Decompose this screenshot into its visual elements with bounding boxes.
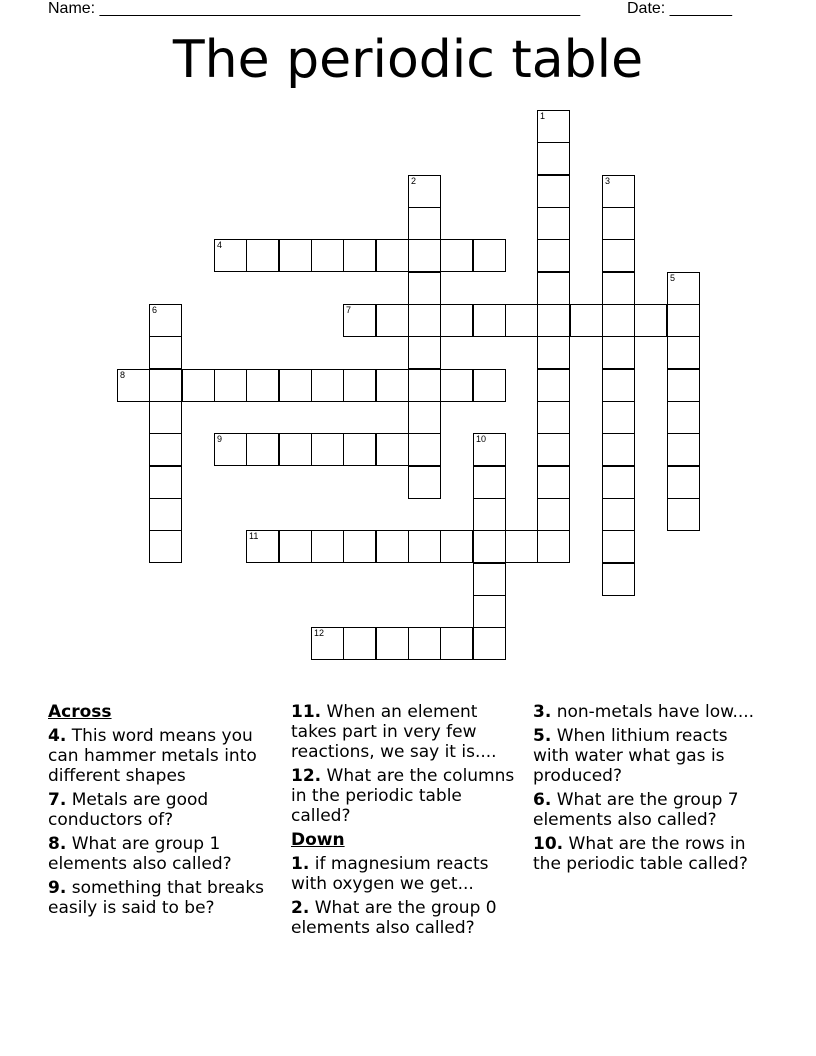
clue-down-1: 1. if magnesium reacts with oxygen we get... [291, 854, 489, 894]
clue-number: 9 [217, 434, 223, 444]
crossword-cell[interactable] [473, 433, 506, 466]
crossword-cell[interactable] [408, 530, 441, 563]
crossword-cell[interactable] [440, 369, 473, 402]
clue-column-1 [48, 702, 278, 922]
crossword-cell[interactable] [311, 369, 344, 402]
clue-number: 7 [346, 305, 352, 315]
clue-number: 1 [540, 111, 546, 121]
crossword-cell[interactable] [473, 369, 506, 402]
crossword-cell[interactable] [473, 627, 506, 660]
crossword-cell[interactable] [667, 336, 700, 369]
crossword-cell[interactable] [246, 433, 279, 466]
crossword-cell[interactable] [505, 530, 538, 563]
crossword-cell[interactable] [149, 466, 182, 499]
crossword-cell[interactable] [473, 530, 506, 563]
crossword-cell[interactable] [246, 239, 279, 272]
crossword-cell[interactable] [537, 433, 570, 466]
clue-across-8: 8. What are group 1 elements also called? [48, 834, 232, 874]
clue-across-9: 9. something that breaks easily is said to be? [48, 878, 265, 918]
crossword-cell[interactable] [182, 369, 215, 402]
crossword-cell[interactable] [376, 627, 409, 660]
crossword-cell[interactable] [473, 466, 506, 499]
crossword-cell[interactable] [408, 272, 441, 305]
crossword-cell[interactable] [343, 530, 376, 563]
crossword-cell[interactable] [667, 433, 700, 466]
down-heading: Down [291, 830, 345, 850]
clue-down-5: 5. When lithium reacts with water what gas is produced? [533, 726, 728, 786]
across-heading: Across [48, 702, 112, 722]
crossword-cell[interactable] [570, 304, 603, 337]
crossword-cell[interactable] [602, 336, 635, 369]
crossword-cell[interactable] [602, 175, 635, 208]
crossword-cell[interactable] [602, 433, 635, 466]
crossword-cell[interactable] [214, 239, 247, 272]
crossword-cell[interactable] [667, 401, 700, 434]
crossword-cell[interactable] [440, 627, 473, 660]
crossword-cell[interactable] [343, 304, 376, 337]
crossword-cell[interactable] [214, 369, 247, 402]
clue-across-12: 12. What are the columns in the periodic table called? [291, 766, 515, 826]
crossword-cell[interactable] [343, 627, 376, 660]
crossword-cell[interactable] [667, 466, 700, 499]
clue-across-11: 11. When an element takes part in very few reactions, we say it is.... [291, 702, 497, 762]
crossword-cell[interactable] [602, 530, 635, 563]
crossword-cell[interactable] [602, 239, 635, 272]
crossword-cell[interactable] [408, 207, 441, 240]
crossword-cell[interactable] [408, 627, 441, 660]
crossword-cell[interactable] [473, 304, 506, 337]
crossword-cell[interactable] [537, 207, 570, 240]
clue-across-4: 4. This word means you can hammer metals into different shapes [48, 726, 257, 786]
crossword-cell[interactable] [602, 401, 635, 434]
crossword-cell[interactable] [408, 304, 441, 337]
clue-number: 10 [476, 434, 487, 444]
crossword-cell[interactable] [408, 175, 441, 208]
crossword-cell[interactable] [246, 530, 279, 563]
crossword-cell[interactable] [408, 466, 441, 499]
crossword-cell[interactable] [537, 530, 570, 563]
clue-number: 4 [217, 240, 223, 250]
crossword-cell[interactable] [473, 239, 506, 272]
clue-column-2 [291, 702, 521, 942]
crossword-cell[interactable] [537, 239, 570, 272]
clue-number: 12 [314, 628, 325, 638]
crossword-cell[interactable] [117, 369, 150, 402]
crossword-cell[interactable] [149, 336, 182, 369]
crossword-cell[interactable] [667, 498, 700, 531]
crossword-cell[interactable] [149, 369, 182, 402]
clue-number: 5 [670, 273, 676, 283]
crossword-cell[interactable] [408, 369, 441, 402]
clue-number: 3 [605, 176, 611, 186]
crossword-cell[interactable] [408, 401, 441, 434]
crossword-cell[interactable] [602, 304, 635, 337]
crossword-cell[interactable] [537, 336, 570, 369]
clue-down-10: 10. What are the rows in the periodic table called? [533, 834, 748, 874]
crossword-cell[interactable] [149, 401, 182, 434]
crossword-cell[interactable] [537, 272, 570, 305]
crossword-cell[interactable] [537, 304, 570, 337]
crossword-cell[interactable] [667, 304, 700, 337]
clue-number: 11 [249, 531, 259, 541]
crossword-cell[interactable] [149, 304, 182, 337]
crossword-cell[interactable] [311, 530, 344, 563]
crossword-cell[interactable] [667, 272, 700, 305]
crossword-cell[interactable] [473, 563, 506, 596]
crossword-cell[interactable] [149, 530, 182, 563]
name-field-label: Name: ______________________________________________________ [48, 0, 581, 17]
crossword-cell[interactable] [279, 433, 312, 466]
crossword-cell[interactable] [537, 142, 570, 175]
crossword-cell[interactable] [440, 239, 473, 272]
page-title: The periodic table [172, 30, 644, 90]
crossword-cell[interactable] [473, 498, 506, 531]
crossword-cell[interactable] [311, 627, 344, 660]
crossword-cell[interactable] [602, 369, 635, 402]
crossword-cell[interactable] [343, 369, 376, 402]
crossword-cell[interactable] [537, 498, 570, 531]
crossword-cell[interactable] [311, 433, 344, 466]
crossword-cell[interactable] [376, 239, 409, 272]
crossword-cell[interactable] [602, 563, 635, 596]
clue-down-2: 2. What are the group 0 elements also called? [291, 898, 497, 938]
crossword-cell[interactable] [149, 433, 182, 466]
date-field-label: Date: _______ [627, 0, 732, 17]
clue-number: 8 [120, 370, 126, 380]
crossword-cell[interactable] [376, 304, 409, 337]
crossword-cell[interactable] [602, 207, 635, 240]
crossword-cell[interactable] [279, 369, 312, 402]
crossword-cell[interactable] [602, 466, 635, 499]
clue-down-3: 3. non-metals have low.... [533, 702, 755, 722]
crossword-cell[interactable] [440, 304, 473, 337]
crossword-cell[interactable] [537, 175, 570, 208]
crossword-cell[interactable] [505, 304, 538, 337]
clue-down-6: 6. What are the group 7 elements also called? [533, 790, 739, 830]
crossword-cell[interactable] [279, 239, 312, 272]
crossword-cell[interactable] [376, 530, 409, 563]
clue-number: 6 [152, 305, 158, 315]
crossword-cell[interactable] [440, 530, 473, 563]
crossword-cell[interactable] [602, 272, 635, 305]
crossword-cell[interactable] [246, 369, 279, 402]
crossword-cell[interactable] [343, 239, 376, 272]
crossword-cell[interactable] [311, 239, 344, 272]
crossword-cell[interactable] [214, 433, 247, 466]
clue-column-3 [533, 702, 763, 878]
crossword-cell[interactable] [408, 336, 441, 369]
crossword-cell[interactable] [667, 369, 700, 402]
crossword-cell[interactable] [537, 401, 570, 434]
crossword-cell[interactable] [376, 433, 409, 466]
crossword-cell[interactable] [408, 239, 441, 272]
crossword-cell[interactable] [634, 304, 667, 337]
clue-across-7: 7. Metals are good conductors of? [48, 790, 209, 830]
crossword-cell[interactable] [537, 110, 570, 143]
crossword-cell[interactable] [343, 433, 376, 466]
crossword-cell[interactable] [149, 498, 182, 531]
clue-number: 2 [411, 176, 417, 186]
crossword-cell[interactable] [279, 530, 312, 563]
crossword-cell[interactable] [602, 498, 635, 531]
crossword-cell[interactable] [537, 466, 570, 499]
crossword-cell[interactable] [537, 369, 570, 402]
crossword-cell[interactable] [408, 433, 441, 466]
crossword-cell[interactable] [376, 369, 409, 402]
crossword-cell[interactable] [473, 595, 506, 628]
